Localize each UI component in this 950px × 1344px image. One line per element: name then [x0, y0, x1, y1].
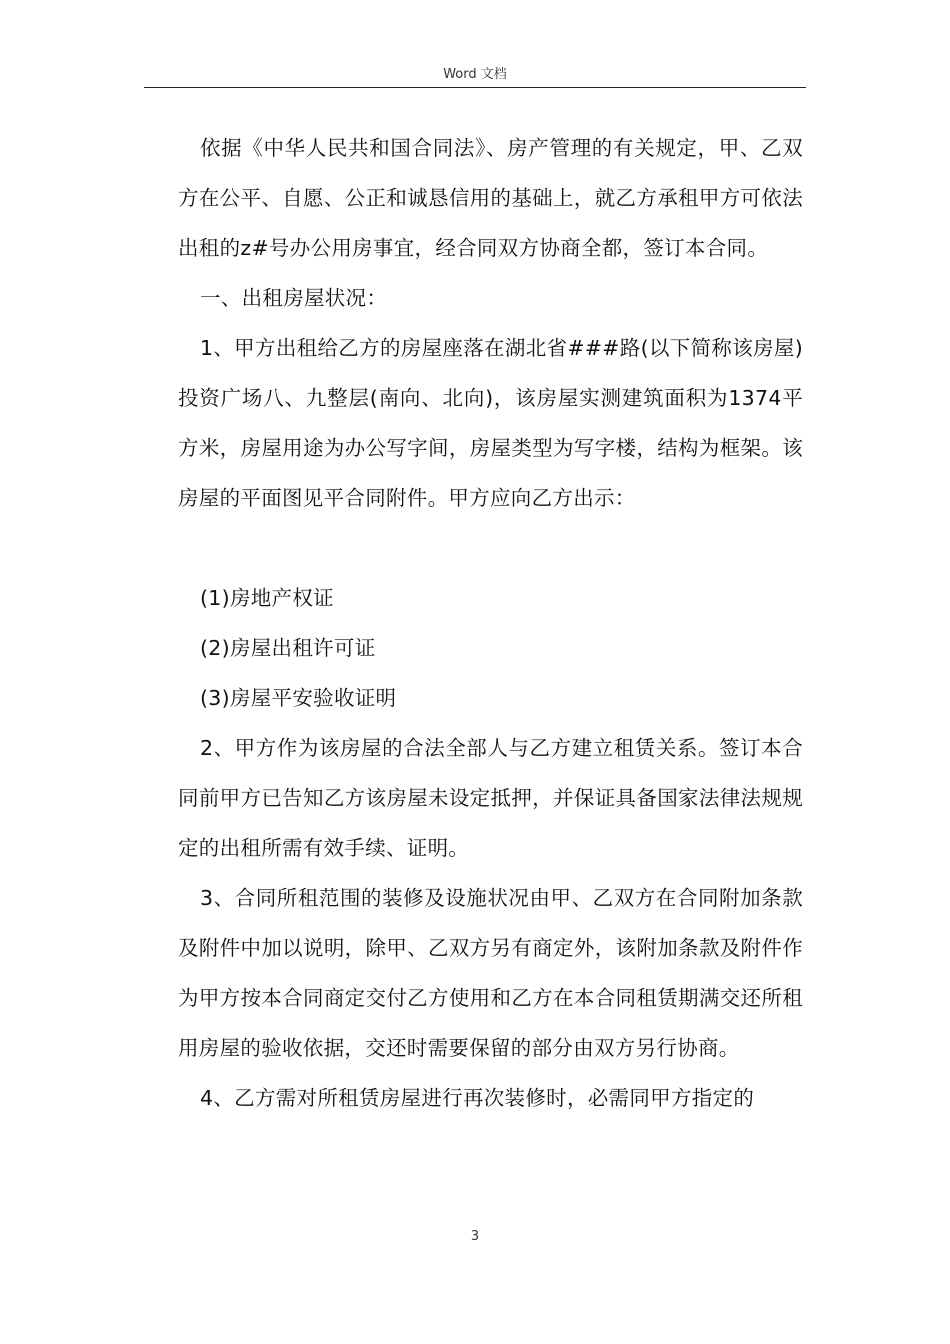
list-item: (2)房屋出租许可证	[200, 636, 376, 660]
page-header: Word 文档	[443, 67, 507, 82]
intro-paragraph: 依据《中华人民共和国合同法》、房产管理的有关规定，甲、乙双方在公平、自愿、公正和诚恳信用的基础上，就乙方承租甲方可依法出租的z#号办公用房事宜，经合同双方协商全都，签订本合同。	[178, 136, 803, 260]
clause-4: 4、乙方需对所租赁房屋进行再次装修时，必需同甲方指定的	[200, 1086, 755, 1110]
clause-3: 3、合同所租范围的装修及设施状况由甲、乙双方在合同附加条款及附件中加以说明，除甲、乙双方另有商定外，该附加条款及附件作为甲方按本合同商定交付乙方使用和乙方在本合同租赁期满交还所租用房屋的验收依据，交还时需要保留的部分由双方另行协商。	[178, 886, 803, 1060]
list-item: (3)房屋平安验收证明	[200, 686, 397, 710]
page-number: 3	[470, 1229, 480, 1244]
paragraph-gap	[178, 523, 803, 573]
section-heading: 一、出租房屋状况：	[200, 286, 388, 310]
clause-2: 2、甲方作为该房屋的合法全部人与乙方建立租赁关系。签订本合同前甲方已告知乙方该房屋未设定抵押，并保证具备国家法律法规规定的出租所需有效手续、证明。	[178, 736, 803, 860]
clause-1: 1、甲方出租给乙方的房屋座落在湖北省###路(以下简称该房屋)投资广场八、九整层(南向、北向)，该房屋实测建筑面积为1374平方米，房屋用途为办公写字间，房屋类型为写字楼，结构为框架。该房屋的平面图见平合同附件。甲方应向乙方出示：	[178, 336, 803, 510]
document-body	[178, 123, 803, 1123]
list-item: (1)房地产权证	[200, 586, 334, 610]
header-divider	[144, 87, 806, 88]
